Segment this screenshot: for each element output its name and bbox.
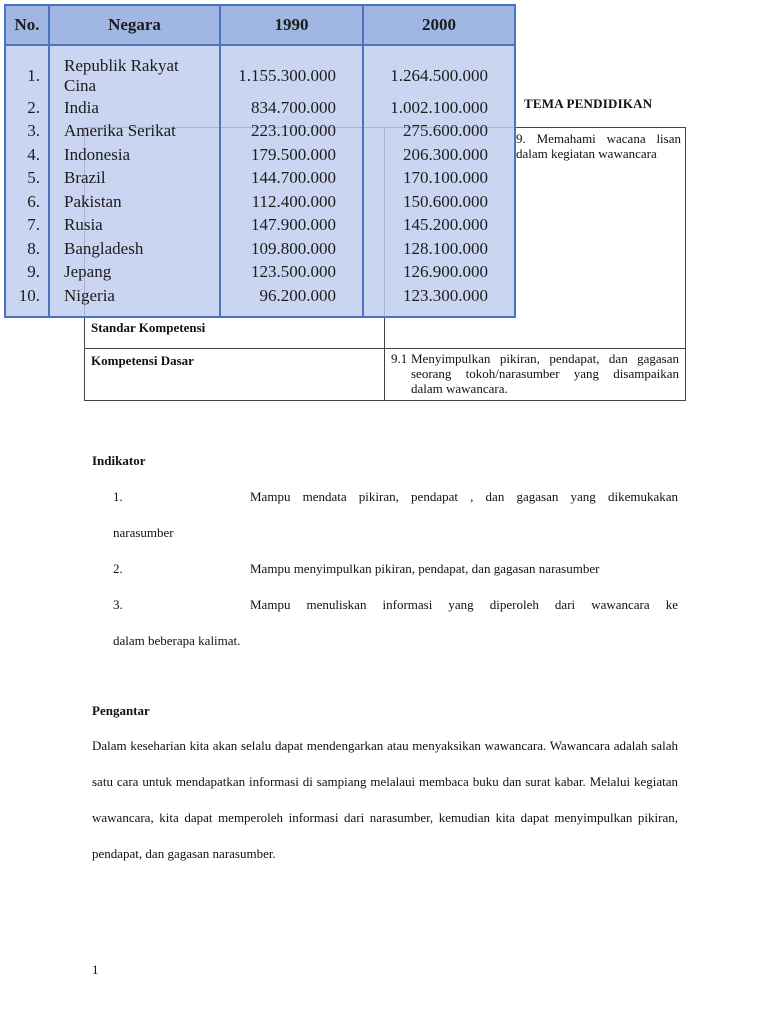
dasar-text: Menyimpulkan pikiran, pendapat, dan gagasan seorang tokoh/narasumber yang disampaikan dalam wawancara. <box>411 351 679 396</box>
row-number: 7. <box>5 214 49 238</box>
indikator-number: 3. <box>113 597 123 612</box>
row-number: 1. <box>5 45 49 96</box>
population-2000: 170.100.000 <box>363 167 515 191</box>
table-row <box>5 96 515 120</box>
pengantar-paragraph: Dalam keseharian kita akan selalu dapat mendengarkan atau menyaksikan wawancara. Wawancara adalah salah satu cara untuk mendapatkan informasi di sampiang melalaui membaca buku dan surat kabar. Melalui kegiatan wawancara, kita dapat memperoleh informasi dari narasumber, kemudian kita dapat menyimpulkan pikiran, pendapat, dan gagasan narasumber. <box>92 738 678 861</box>
country-name: Jepang <box>49 261 220 285</box>
population-2000: 145.200.000 <box>363 214 515 238</box>
standar-label: Standar Kompetensi <box>91 320 206 335</box>
header-2000: 2000 <box>363 5 515 45</box>
row-number: 10. <box>5 284 49 317</box>
standar-text: 9. Memahami wacana lisan dalam kegiatan wawancara <box>516 131 681 161</box>
table-row <box>5 284 515 317</box>
population-1990: 179.500.000 <box>220 143 363 167</box>
population-2000: 150.600.000 <box>363 190 515 214</box>
population-2000: 1.264.500.000 <box>363 45 515 96</box>
table-row <box>5 214 515 238</box>
indikator-item <box>113 489 678 505</box>
table-row <box>5 120 515 144</box>
header-1990: 1990 <box>220 5 363 45</box>
row-number: 6. <box>5 190 49 214</box>
population-1990: 96.200.000 <box>220 284 363 317</box>
population-2000: 128.100.000 <box>363 237 515 261</box>
population-2000: 126.900.000 <box>363 261 515 285</box>
tema-title: TEMA PENDIDIKAN <box>524 96 653 111</box>
table-row <box>5 167 515 191</box>
row-number: 9. <box>5 261 49 285</box>
population-1990: 144.700.000 <box>220 167 363 191</box>
country-name: Pakistan <box>49 190 220 214</box>
row-number: 5. <box>5 167 49 191</box>
indikator-number: 1. <box>113 489 123 504</box>
row-number: 8. <box>5 237 49 261</box>
row-number: 3. <box>5 120 49 144</box>
country-name: Brazil <box>49 167 220 191</box>
indikator-item <box>113 561 678 577</box>
population-1990: 1.155.300.000 <box>220 45 363 96</box>
country-name: Indonesia <box>49 143 220 167</box>
country-name: Bangladesh <box>49 237 220 261</box>
page-number: 1 <box>92 962 99 977</box>
country-name: Nigeria <box>49 284 220 317</box>
country-name: Republik Rakyat Cina <box>49 45 220 96</box>
country-name: India <box>49 96 220 120</box>
population-1990: 147.900.000 <box>220 214 363 238</box>
dasar-text-block <box>385 349 685 398</box>
indikator-number: 2. <box>113 561 123 576</box>
population-2000: 1.002.100.000 <box>363 96 515 120</box>
row-number: 4. <box>5 143 49 167</box>
population-1990: 834.700.000 <box>220 96 363 120</box>
country-name: Rusia <box>49 214 220 238</box>
dasar-text-cell <box>385 349 686 401</box>
population-2000: 206.300.000 <box>363 143 515 167</box>
population-2000: 123.300.000 <box>363 284 515 317</box>
header-negara: Negara <box>49 5 220 45</box>
indikator-continuation: narasumber <box>113 525 174 540</box>
table-row <box>5 237 515 261</box>
indikator-item <box>113 597 678 613</box>
dasar-number: 9.1 <box>391 351 408 366</box>
pengantar-title: Pengantar <box>92 703 150 718</box>
population-1990: 123.500.000 <box>220 261 363 285</box>
table-row <box>5 190 515 214</box>
population-1990: 112.400.000 <box>220 190 363 214</box>
indikator-text: Mampu menyimpulkan pikiran, pendapat, dan gagasan narasumber <box>250 561 600 576</box>
population-body <box>5 45 515 317</box>
population-1990: 109.800.000 <box>220 237 363 261</box>
dasar-label-cell <box>85 349 385 401</box>
indikator-text: Mampu menuliskan informasi yang diperoleh dari wawancara ke <box>250 597 678 612</box>
country-name: Amerika Serikat <box>49 120 220 144</box>
header-no: No. <box>5 5 49 45</box>
indikator-continuation: dalam beberapa kalimat. <box>113 633 241 648</box>
population-header-row <box>5 5 515 45</box>
population-table <box>4 4 516 318</box>
table-row <box>5 261 515 285</box>
indikator-title: Indikator <box>92 453 146 468</box>
table-row <box>5 45 515 96</box>
kompetensi-dasar-row <box>85 349 686 401</box>
population-2000: 275.600.000 <box>363 120 515 144</box>
indikator-text: Mampu mendata pikiran, pendapat , dan gagasan yang dikemukakan <box>250 489 678 504</box>
row-number: 2. <box>5 96 49 120</box>
table-row <box>5 143 515 167</box>
dasar-label: Kompetensi Dasar <box>91 353 194 368</box>
population-1990: 223.100.000 <box>220 120 363 144</box>
